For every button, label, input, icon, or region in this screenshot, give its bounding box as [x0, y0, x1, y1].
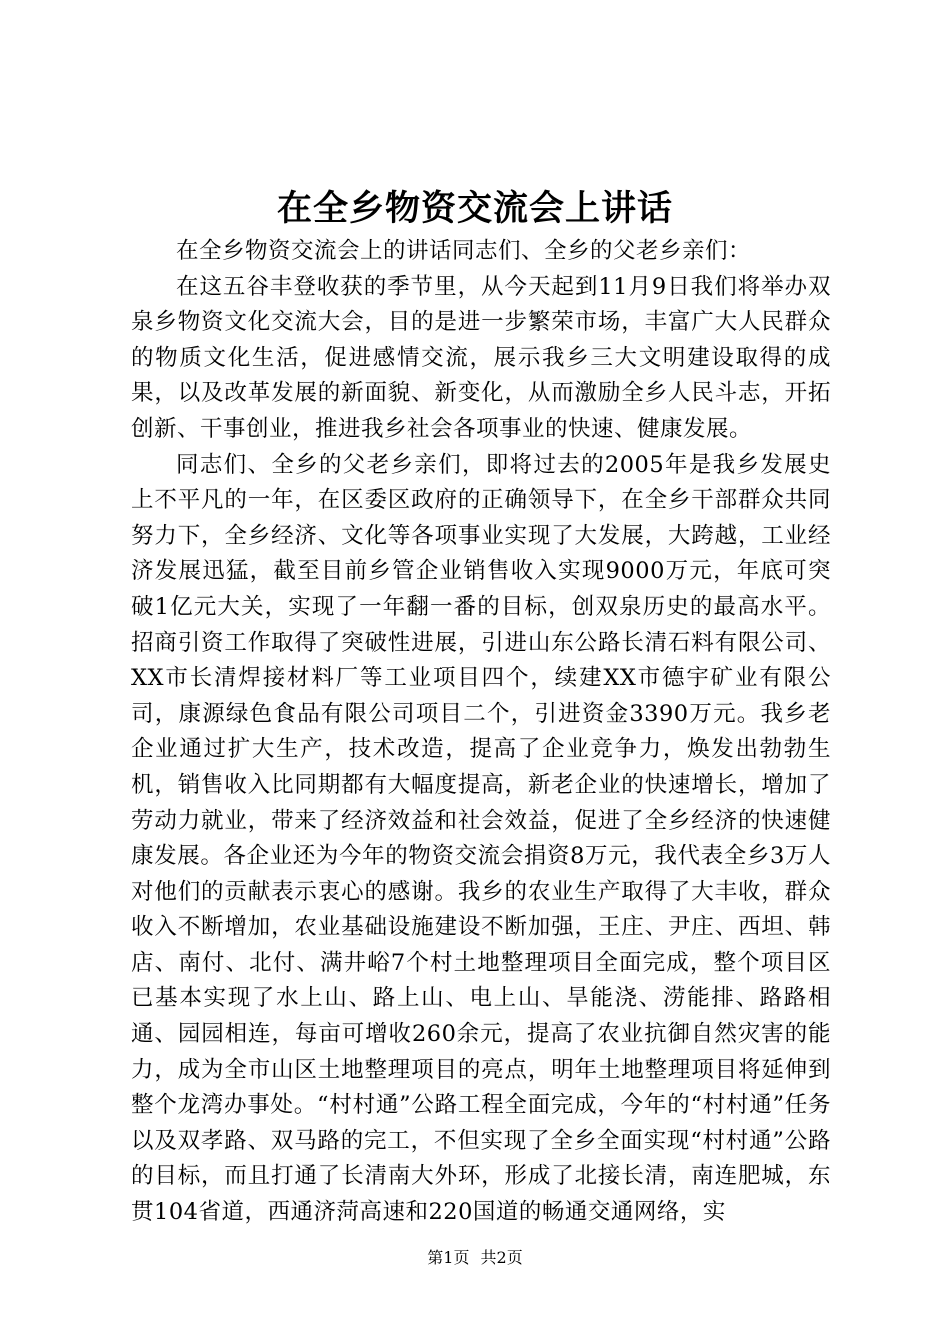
document-body — [131, 234, 831, 1226]
paragraph-greeting: 在全乡物资交流会上的讲话同志们、全乡的父老乡亲们： — [176, 238, 752, 264]
paragraph-achievements: 同志们、全乡的父老乡亲们，即将过去的2005年是我乡发展史上不平凡的一年，在区委区政府的正确领导下，在全乡干部群众共同努力下，全乡经济、文化等各项事业实现了大发展，大跨越，工业经济发展迅猛，截至目前乡管企业销售收入实现9000万元，年底可突破1亿元大关，实现了一年翻一番的目标，创双泉历史的最高水平。招商引资工作取得了突破性进展，引进山东公路长清石料有限公司、XX市长清焊接材料厂等工业项目四个，续建XX市德宇矿业有限公司，康源绿色食品有限公司项目二个，引进资金3390万元。我乡老企业通过扩大生产，技术改造，提高了企业竞争力，焕发出勃勃生机，销售收入比同期都有大幅度提高，新老企业的快速增长，增加了劳动力就业，带来了经济效益和社会效益，促进了全乡经济的快速健康发展。各企业还为今年的物资交流会捐资8万元，我代表全乡3万人对他们的贡献表示衷心的感谢。我乡的农业生产取得了大丰收，群众收入不断增加，农业基础设施建设不断加强，王庄、尹庄、西坦、韩店、南付、北付、满井峪7个村土地整理项目全面完成，整个项目区已基本实现了水上山、路上山、电上山、旱能浇、涝能排、路路相通、园园相连，每亩可增收260余元，提高了农业抗御自然灾害的能力，成为全市山区土地整理项目的亮点，明年土地整理项目将延伸到整个龙湾办事处。“村村通”公路工程全面完成，今年的“村村通”任务以及双孝路、双马路的完工，不但实现了全乡全面实现“村村通”公路的目标，而且打通了长清南大外环，形成了北接长清，南连肥城，东贯104省道，西通济菏高速和220国道的畅通交通网络，实 — [131, 451, 831, 1226]
document-title: 在全乡物资交流会上讲话 — [276, 188, 673, 229]
page-total: 共2页 — [480, 1248, 523, 1267]
page-number: 第1页 — [427, 1248, 470, 1267]
page-footer — [0, 1246, 950, 1270]
paragraph-opening: 在这五谷丰登收获的季节里，从今天起到11月9日我们将举办双泉乡物资文化交流大会，目的是进一步繁荣市场，丰富广大人民群众的物质文化生活，促进感情交流，展示我乡三大文明建设取得的成果，以及改革发展的新面貌、新变化，从而激励全乡人民斗志，开拓创新、干事创业，推进我乡社会各项事业的快速、健康发展。 — [131, 273, 831, 442]
